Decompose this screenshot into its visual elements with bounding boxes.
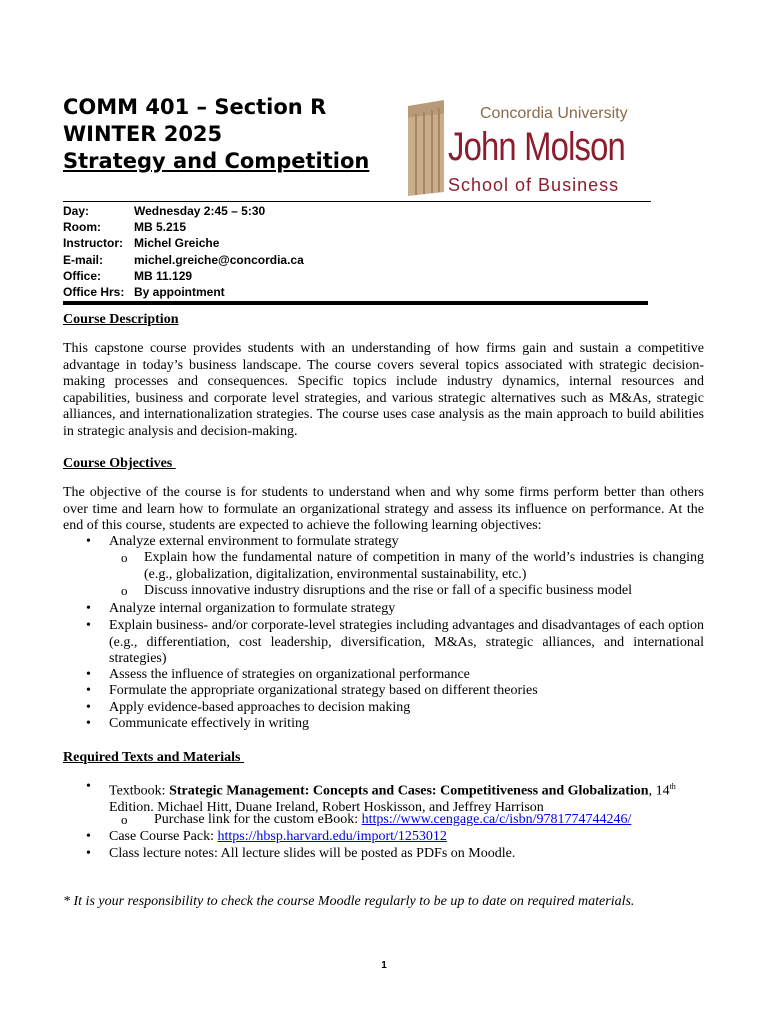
syllabus-page: COMM 401 – Section R WINTER 2025 Strategy and Competition Concordia University John Molson School of Business Day: Wednesday 2:45 – 5:30 Room: MB 5.215 Instructor: Michel Greiche E-mail: michel.greiche@concordia.ca Office: MB 11.129 Office Hrs: By appointment Course Description This capstone course provides students with an understanding of how firms gain and sustain a competitive advantage in today’s business landscape. The course covers several topics associated with strategic decision-making processes and consequences. Specific topics include industry dynamics, internal resources and capabilities, business and corporate level strategies, and various strategic alternatives such as M&As, strategic alliances, and internationalization strategies. The course uses case analysis as the main approach to build abilities in strategic analysis and decision-making. Course Objectives The objective of the course is for students to understand when and why some firms perform better than others over time and learn how to formulate an organizational strategy and assess its influence on performance. At the end of this course, students are expected to achieve the following learning objectives: • Analyze external environment to formulate strategy o Explain how the fundamental nature of competition in many of the world’s industries is changing (e.g., globalization, digitalization, environmental sustainability, etc.) o Discuss innovative industry disruptions and the rise or fall of a specific business model • Analyze internal organization to formulate strategy • Explain business- and/or corporate-level strategies including advantages and disadvantages of each option (e.g., differentiation, cost leadership, diversification, M&As, strategic alliances, and international strategies) • Assess the influence of strategies on organizational performance • Formulate the appropriate organizational strategy based on different theories • Apply evidence-based approaches to decision making • Communicate effectively in writing Required Texts and Materials • Textbook: Strategic Management: Concepts and Cases: Competitiveness and Globalization, 14th Edition. Michael Hitt, Duane Ireland, Robert Hoskisson, and Jeffrey Harrison o Purchase link for the custom eBook: https://www.cengage.ca/c/isbn/9781774744246/ • Case Course Pack: https://hbsp.harvard.edu/import/1253012 • Class lecture notes: All lecture slides will be posted as PDFs on Moodle. * It is your responsibility to check the course Moodle regularly to be up to date on required materials. 1: [0, 0, 768, 1024]
bullet-icon: •: [86, 716, 91, 731]
course-term: WINTER 2025: [63, 122, 223, 146]
logo-name: John Molson: [448, 125, 625, 169]
list-item: • Explain business- and/or corporate-level strategies including advantages and disadvantages of each option (e.g., differentiation, cost leadership, diversification, M&As, strategic alliances, and international strategies): [86, 618, 704, 666]
required-materials-heading: Required Texts and Materials: [63, 750, 244, 765]
bullet-icon: •: [86, 534, 91, 549]
list-item: • Communicate effectively in writing: [86, 716, 309, 731]
textbook-title: Strategic Management: Concepts and Cases: Competitiveness and Globalization: [169, 783, 649, 799]
bullet-icon: •: [86, 683, 91, 698]
course-objectives-intro: The objective of the course is for students to understand when and why some firms perform better than others over time and learn how to formulate an organizational strategy and assess its influence on performance. At the end of this course, students are expected to achieve the following learning objectives:: [63, 485, 704, 533]
book-icon: [406, 100, 446, 196]
logo-university: Concordia University: [480, 105, 628, 122]
course-description-text: This capstone course provides students with an understanding of how firms gain and sustain a competitive advantage in today’s business landscape. The course covers several topics associated with strategic decision-making processes and consequences. Specific topics include industry dynamics, internal resources and capabilities, business and corporate level strategies, and various strategic alternatives such as M&As, strategic alliances, and internationalization strategies. The course uses case analysis as the main approach to build abilities in strategic analysis and decision-making.: [63, 341, 704, 439]
bullet-icon: •: [86, 667, 91, 682]
ebook-link[interactable]: https://www.cengage.ca/c/isbn/9781774744246/: [361, 812, 632, 827]
jmsb-logo: [406, 100, 651, 196]
list-item: • Apply evidence-based approaches to decision making: [86, 700, 411, 715]
circle-bullet-icon: o: [121, 812, 128, 827]
bullet-icon: •: [86, 846, 91, 861]
moodle-note: * It is your responsibility to check the course Moodle regularly to be up to date on required materials.: [63, 894, 635, 909]
circle-bullet-icon: o: [121, 583, 128, 598]
casepack-item: • Case Course Pack: https://hbsp.harvard.edu/import/1253012: [86, 829, 447, 844]
course-description-heading: Course Description: [63, 312, 179, 327]
list-item: o Explain how the fundamental nature of competition in many of the world’s industries is changing (e.g., globalization, digitalization, environmental sustainability, etc.): [121, 550, 704, 582]
list-item: o Discuss innovative industry disruptions and the rise or fall of a specific business model: [121, 583, 632, 598]
course-header: [63, 94, 369, 175]
lecture-notes-item: • Class lecture notes: All lecture slides will be posted as PDFs on Moodle.: [86, 846, 516, 861]
list-item: • Assess the influence of strategies on organizational performance: [86, 667, 470, 682]
page-number: 1: [381, 960, 387, 971]
list-item: • Formulate the appropriate organizational strategy based on different theories: [86, 683, 538, 698]
course-code: COMM 401 – Section R: [63, 95, 327, 119]
textbook-item: • Textbook: Strategic Management: Concepts and Cases: Competitiveness and Globalization, 14th Edition. Michael Hitt, Duane Ireland, Robert Hoskisson, and Jeffrey Harrison: [86, 779, 676, 816]
course-objectives-heading: Course Objectives: [63, 456, 176, 471]
bullet-icon: •: [86, 779, 91, 794]
info-divider: [63, 301, 648, 305]
bullet-icon: •: [86, 618, 91, 633]
bullet-icon: •: [86, 601, 91, 616]
list-item: • Analyze internal organization to formulate strategy: [86, 601, 396, 616]
casepack-link[interactable]: https://hbsp.harvard.edu/import/1253012: [217, 829, 447, 844]
course-title: Strategy and Competition: [63, 149, 370, 173]
bullet-icon: •: [86, 829, 91, 844]
ebook-item: o Purchase link for the custom eBook: https://www.cengage.ca/c/isbn/9781774744246/: [121, 812, 632, 827]
header-divider: [63, 201, 651, 202]
list-item: • Analyze external environment to formulate strategy: [86, 534, 399, 549]
logo-school: School of Business: [448, 175, 620, 195]
circle-bullet-icon: o: [121, 550, 128, 565]
bullet-icon: •: [86, 700, 91, 715]
